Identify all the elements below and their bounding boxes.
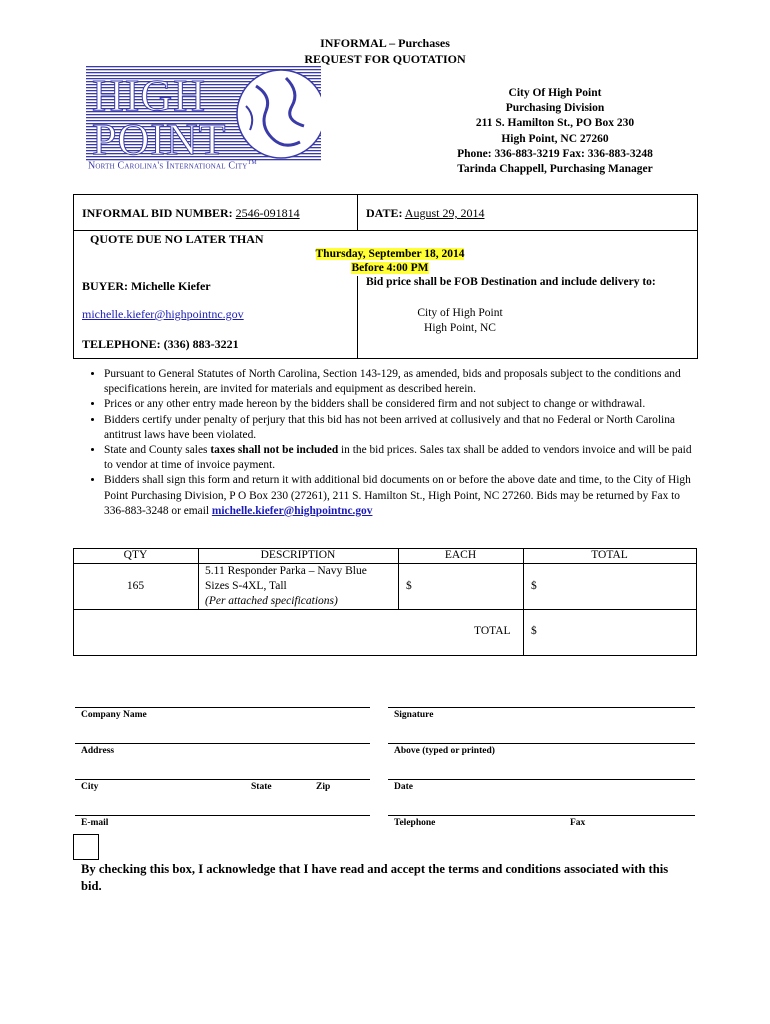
email-label: E-mail [81,818,109,828]
item-specs: (Per attached specifications) [205,595,338,607]
term-item: • State and County sales taxes shall not be included in the bid prices. Sales tax shall be added to vendors invoice and will be paid to vendor at time of invoice payment. [104,443,700,473]
terms-list [80,367,700,519]
high-point-logo [86,66,321,176]
acknowledge-checkbox[interactable] [73,834,99,860]
term-item: • Bidders certify under penalty of perjury that this bid has not been arrived at collusively and that no Federal or North Carolina antitrust laws have been violated. [104,413,700,443]
term-item: • Prices or any other entry made hereon by the bidders shall be considered firm and not subject to change or withdrawal. [104,397,700,412]
acknowledge-text: By checking this box, I acknowledge that I have read and accept the terms and conditions associated with this bid. [81,862,669,893]
item-each-price: $ [406,580,412,592]
grand-total-value: $ [531,625,537,637]
table-border [73,548,74,655]
form-header [0,35,770,67]
table-border [73,655,697,656]
divider [73,194,698,195]
city-label: City [81,782,99,792]
delivery-line: High Point, NC [424,322,496,334]
term-item: • Bidders shall sign this form and return it with additional bid documents on or before the above date and time, to the City of High Point Purchasing Division, P O Box 230 (27261), 211 S. Hamilton St., High Point, NC 27260. Bids may be returned by Fax to 336-883-3248 or email michelle.kiefer@highpointnc.gov [104,473,700,519]
agency-line: Purchasing Division [505,102,605,115]
telephone-label: Telephone [394,818,436,828]
col-header-each: EACH [444,549,477,561]
tax-emphasis: taxes shall not be included [210,444,339,457]
fax-label: Fax [570,818,586,828]
date-label: Date [394,782,413,792]
buyer-name: BUYER: Michelle Kiefer [82,279,211,293]
bid-date-value: August 29, 2014 [404,206,485,220]
item-total-price: $ [531,580,537,592]
agency-line: High Point, NC 27260 [501,132,609,145]
email-line[interactable] [75,815,370,816]
zip-label: Zip [316,782,331,792]
item-description [205,564,395,609]
form-title: REQUEST FOR QUOTATION [304,52,466,66]
city-state-zip-line[interactable] [75,779,370,780]
bid-date-label: DATE: [366,206,403,220]
logo-tagline: North Carolina's International City™ [88,160,257,172]
signature-line[interactable] [388,707,695,708]
col-header-total: TOTAL [591,549,628,561]
divider [357,276,358,358]
svg-text:HIGH: HIGH [92,71,206,120]
state-label: State [251,782,272,792]
bid-number [82,206,300,221]
col-header-qty: QTY [123,549,148,561]
bid-email-link[interactable]: michelle.kiefer@highpointnc.gov [211,504,373,517]
address-line[interactable] [75,743,370,744]
printed-name-label: Above (typed or printed) [394,746,495,756]
agency-line: Tarinda Chappell, Purchasing Manager [457,163,653,176]
quote-due-label: QUOTE DUE NO LATER THAN [90,232,264,246]
item-name: 5.11 Responder Parka – Navy Blue [205,565,367,577]
agency-line: 211 S. Hamilton St., PO Box 230 [475,117,635,130]
table-border [696,548,697,655]
divider [73,194,74,358]
bid-date [366,206,484,221]
divider [357,194,358,230]
table-border [523,548,524,655]
date-line[interactable] [388,779,695,780]
col-header-description: DESCRIPTION [260,549,336,561]
fob-note: Bid price shall be FOB Destination and include delivery to: [366,276,656,288]
agency-line: City Of High Point [508,87,602,99]
due-time: Before 4:00 PM [351,262,429,274]
bid-number-label: INFORMAL BID NUMBER: [82,206,233,220]
table-border [73,609,697,610]
divider [73,358,698,359]
item-qty: 165 [126,580,145,592]
delivery-address [380,306,540,336]
company-name-line[interactable] [75,707,370,708]
delivery-line: City of High Point [417,307,503,319]
address-label: Address [81,746,115,756]
svg-text:POINT: POINT [92,115,227,164]
divider [697,194,698,358]
buyer-email-link[interactable]: michelle.kiefer@highpointnc.gov [82,307,244,321]
quote-due-deadline [280,247,500,275]
bid-number-value: 2546-091814 [235,206,300,220]
item-sizes: Sizes S-4XL, Tall [205,580,287,592]
agency-line: Phone: 336-883-3219 Fax: 336-883-3248 [457,147,653,160]
divider [73,230,698,231]
grand-total-label: TOTAL [474,625,511,637]
form-type: INFORMAL – Purchases [320,36,450,50]
buyer-telephone: TELEPHONE: (336) 883-3221 [82,337,239,351]
printed-name-line[interactable] [388,743,695,744]
agency-address [420,86,690,177]
term-item: • Pursuant to General Statutes of North Carolina, Section 143-129, as amended, bids and proposals subject to the conditions and specifications herein, are invited for materials and equipment as described herein. [104,367,700,397]
telephone-fax-line[interactable] [388,815,695,816]
company-name-label: Company Name [81,710,147,720]
due-date: Thursday, September 18, 2014 [315,248,465,260]
signature-label: Signature [394,710,434,720]
